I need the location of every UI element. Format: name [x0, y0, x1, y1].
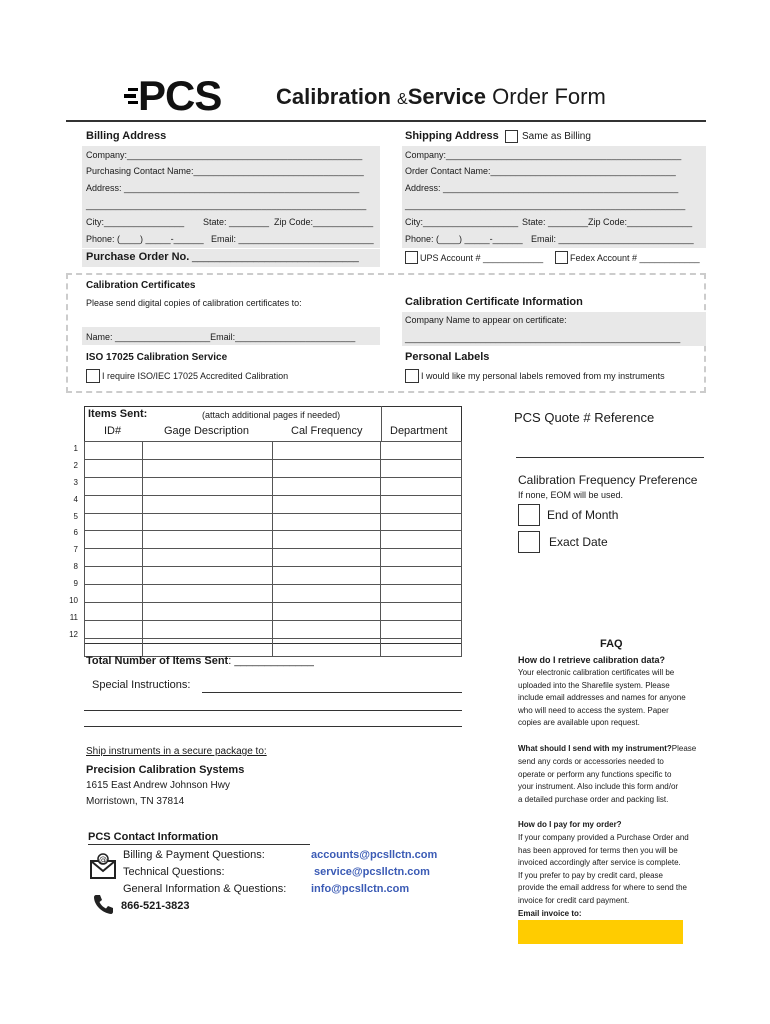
cert-info-heading: Calibration Certificate Information [405, 296, 583, 308]
frequency-note: If none, EOM will be used. [518, 490, 624, 500]
ship-to-company: Precision Calibration Systems [86, 764, 245, 776]
table-cell[interactable] [85, 567, 143, 585]
email-icon [88, 852, 118, 887]
billing-zip[interactable]: Zip Code:____________ [274, 217, 374, 227]
special-instructions-label: Special Instructions: [92, 679, 191, 691]
general-email-link[interactable]: info@pcsllctn.com [311, 883, 410, 895]
table-cell[interactable] [142, 495, 273, 513]
faq-q2: What should I send with my instrument?Please [518, 744, 697, 753]
faq-q1: How do I retrieve calibration data? [518, 655, 666, 665]
table-cell[interactable] [142, 459, 273, 477]
table-cell[interactable] [142, 513, 273, 531]
table-cell[interactable] [273, 513, 381, 531]
row-number: 9 [73, 579, 78, 589]
table-cell[interactable] [142, 477, 273, 495]
special-line-2[interactable] [84, 710, 462, 711]
ups-account[interactable]: UPS Account # ____________ [420, 253, 544, 263]
billing-block [82, 146, 380, 248]
certs-instruction: Please send digital copies of calibration certificates to: [86, 298, 302, 308]
row-number: 11 [69, 612, 78, 622]
faq-a1: Your electronic calibration certificates will be uploaded into the Sharefile system. Please include email addresses and names for anyone who will need to access the system. Paper copies are available upon request. [518, 668, 686, 727]
items-heading: Items Sent: [88, 408, 148, 420]
table-cell[interactable] [273, 603, 381, 621]
table-cell[interactable] [273, 442, 381, 460]
table-cell[interactable] [142, 567, 273, 585]
table-row [85, 620, 462, 638]
shipping-contact[interactable]: Order Contact Name:_____________________________________ [405, 166, 676, 176]
table-cell[interactable] [142, 442, 273, 460]
items-note: (attach additional pages if needed) [202, 410, 341, 420]
table-cell[interactable] [142, 638, 273, 656]
shipping-company[interactable]: Company:_______________________________________________ [405, 150, 682, 160]
shipping-phone[interactable]: Phone: (____) _____-______ [405, 234, 523, 244]
general-questions-label: General Information & Questions: [123, 883, 287, 895]
quote-label: PCS Quote # Reference [514, 410, 655, 425]
po-line[interactable]: ______________________________ [192, 252, 359, 263]
iso-label: I require ISO/IEC 17025 Accredited Calibration [102, 371, 289, 381]
billing-address[interactable]: Address: _______________________________________________ [86, 183, 360, 193]
row-number: 12 [69, 629, 78, 639]
table-cell[interactable] [85, 513, 143, 531]
shipping-email[interactable]: Email: ___________________________ [531, 234, 694, 244]
col-divider-dept-header [381, 406, 382, 442]
table-cell[interactable] [85, 442, 143, 460]
page-title: Calibration &Service Order Form [276, 84, 606, 109]
iso-checkbox[interactable] [86, 369, 100, 383]
special-line-3[interactable] [84, 726, 462, 727]
table-row [85, 477, 462, 495]
billing-address2[interactable]: ________________________________________________________ [86, 200, 367, 210]
table-cell[interactable] [381, 459, 462, 477]
tech-questions-label: Technical Questions: [123, 866, 225, 878]
billing-questions-label: Billing & Payment Questions: [123, 849, 265, 861]
same-as-billing-checkbox[interactable] [505, 130, 518, 143]
billing-state[interactable]: State: ________ [203, 217, 270, 227]
col-dept: Department [390, 425, 448, 437]
quote-line[interactable] [516, 457, 704, 458]
shipping-address[interactable]: Address: _______________________________________________ [405, 183, 679, 193]
same-as-billing-label: Same as Billing [522, 131, 591, 142]
email-invoice-field[interactable] [518, 920, 683, 944]
row-number: 8 [73, 562, 78, 572]
row-number: 1 [73, 444, 78, 453]
row-number: 4 [73, 494, 78, 504]
table-row [85, 638, 462, 656]
labels-checkbox[interactable] [405, 369, 419, 383]
shipping-city[interactable]: City:___________________ [405, 217, 519, 227]
table-cell[interactable] [85, 585, 143, 603]
shipping-block [402, 146, 706, 248]
labels-heading: Personal Labels [405, 351, 490, 363]
svg-text:@: @ [99, 855, 107, 864]
row-number: 6 [73, 528, 78, 538]
table-row [85, 549, 462, 567]
table-cell[interactable] [85, 620, 143, 638]
billing-email-link[interactable]: accounts@pcsllctn.com [311, 849, 438, 861]
table-cell[interactable] [381, 477, 462, 495]
contact-heading-underline [88, 844, 310, 845]
table-cell[interactable] [273, 638, 381, 656]
cert-company-line[interactable]: _______________________________________________________ [405, 333, 681, 343]
pcs-logo [122, 72, 222, 119]
table-row [85, 531, 462, 549]
table-row [85, 585, 462, 603]
col-cal: Cal Frequency [291, 425, 363, 437]
tech-email-link[interactable]: service@pcsllctn.com [314, 866, 430, 878]
table-row [85, 459, 462, 477]
faq-q3: How do I pay for my order? [518, 820, 622, 829]
table-cell[interactable] [142, 603, 273, 621]
table-cell[interactable] [273, 585, 381, 603]
shipping-state[interactable]: State: ________ [522, 217, 589, 227]
table-cell[interactable] [85, 603, 143, 621]
row-numbers [60, 441, 78, 644]
table-cell[interactable] [273, 567, 381, 585]
ship-to-heading: Ship instruments in a secure package to: [86, 746, 267, 757]
table-cell[interactable] [273, 549, 381, 567]
fedex-checkbox[interactable] [555, 251, 568, 264]
table-cell[interactable] [85, 549, 143, 567]
table-cell[interactable] [273, 495, 381, 513]
faq-a3: If your company provided a Purchase Order and has been approved for terms then you will be invoiced accordingly after service is complete. If you prefer to pay by credit card, please provide the email address for where to send the invoice for credit card payment. [518, 833, 689, 905]
end-of-month-label: End of Month [547, 508, 619, 522]
table-cell[interactable] [142, 585, 273, 603]
table-cell[interactable] [381, 638, 462, 656]
ship-to-city: Morristown, TN 37814 [86, 796, 185, 807]
items-grid [84, 441, 462, 657]
table-cell[interactable] [381, 495, 462, 513]
table-cell[interactable] [273, 620, 381, 638]
billing-phone[interactable]: Phone: (____) _____-______ [86, 234, 204, 244]
faq-a2: send any cords or accessories needed to operate or perform any functions specific to your instrument. Also include this form and/or a detailed purchase order and packing list. [518, 757, 679, 804]
fedex-account[interactable]: Fedex Account # ____________ [570, 253, 700, 263]
certs-name-email[interactable]: Name: ___________________Email:________________________ [86, 332, 356, 342]
table-cell[interactable] [85, 638, 143, 656]
iso-heading: ISO 17025 Calibration Service [86, 352, 228, 363]
phone-number[interactable]: 866-521-3823 [121, 900, 190, 912]
table-row [85, 567, 462, 585]
col-id: ID# [104, 425, 122, 437]
table-cell[interactable] [85, 459, 143, 477]
row-number: 7 [73, 545, 78, 555]
row-number: 2 [73, 460, 78, 470]
shipping-zip[interactable]: Zip Code:_____________ [588, 217, 693, 227]
cert-company-label: Company Name to appear on certificate: [405, 315, 567, 325]
row-number: 10 [69, 596, 78, 606]
po-label: Purchase Order No. [86, 251, 190, 263]
table-cell[interactable] [381, 513, 462, 531]
frequency-heading: Calibration Frequency Preference [518, 473, 698, 487]
billing-heading: Billing Address [86, 130, 167, 142]
col-gage: Gage Description [164, 425, 249, 437]
shipping-heading: Shipping Address [405, 130, 499, 142]
table-cell[interactable] [85, 495, 143, 513]
table-cell[interactable] [273, 477, 381, 495]
labels-label: I would like my personal labels removed from my instruments [421, 371, 665, 381]
table-cell[interactable] [381, 549, 462, 567]
billing-company[interactable]: Company:_______________________________________________ [86, 150, 363, 160]
end-of-month-checkbox[interactable] [518, 504, 540, 526]
table-cell[interactable] [273, 531, 381, 549]
table-row [85, 603, 462, 621]
total-items[interactable]: Total Number of Items Sent: _____________ [86, 655, 314, 667]
table-cell[interactable] [381, 585, 462, 603]
table-cell[interactable] [273, 459, 381, 477]
shipping-address2[interactable]: ________________________________________________________ [405, 200, 686, 210]
ship-to-street: 1615 East Andrew Johnson Hwy [86, 780, 230, 791]
row-number: 3 [73, 477, 78, 487]
table-row [85, 513, 462, 531]
table-cell[interactable] [85, 531, 143, 549]
exact-date-checkbox[interactable] [518, 531, 540, 553]
billing-email[interactable]: Email: ___________________________ [211, 234, 374, 244]
billing-city[interactable]: City:________________ [86, 217, 185, 227]
ups-checkbox[interactable] [405, 251, 418, 264]
table-cell[interactable] [381, 620, 462, 638]
logo-text: PCS [138, 72, 222, 119]
table-cell[interactable] [381, 603, 462, 621]
certs-heading: Calibration Certificates [86, 280, 196, 291]
row-number: 5 [73, 511, 78, 521]
table-cell[interactable] [381, 567, 462, 585]
table-cell[interactable] [85, 477, 143, 495]
table-cell[interactable] [381, 442, 462, 460]
billing-contact[interactable]: Purchasing Contact Name:__________________________________ [86, 166, 364, 176]
email-invoice-label: Email invoice to: [518, 909, 582, 918]
phone-icon [92, 893, 114, 920]
special-line-1[interactable] [202, 692, 462, 693]
table-cell[interactable] [142, 531, 273, 549]
table-row [85, 495, 462, 513]
table-cell[interactable] [142, 549, 273, 567]
faq-heading: FAQ [600, 638, 623, 650]
table-cell[interactable] [142, 620, 273, 638]
table-row [85, 442, 462, 460]
contact-heading: PCS Contact Information [88, 831, 219, 843]
exact-date-label: Exact Date [549, 535, 608, 549]
header-rule [66, 120, 706, 122]
table-cell[interactable] [381, 531, 462, 549]
